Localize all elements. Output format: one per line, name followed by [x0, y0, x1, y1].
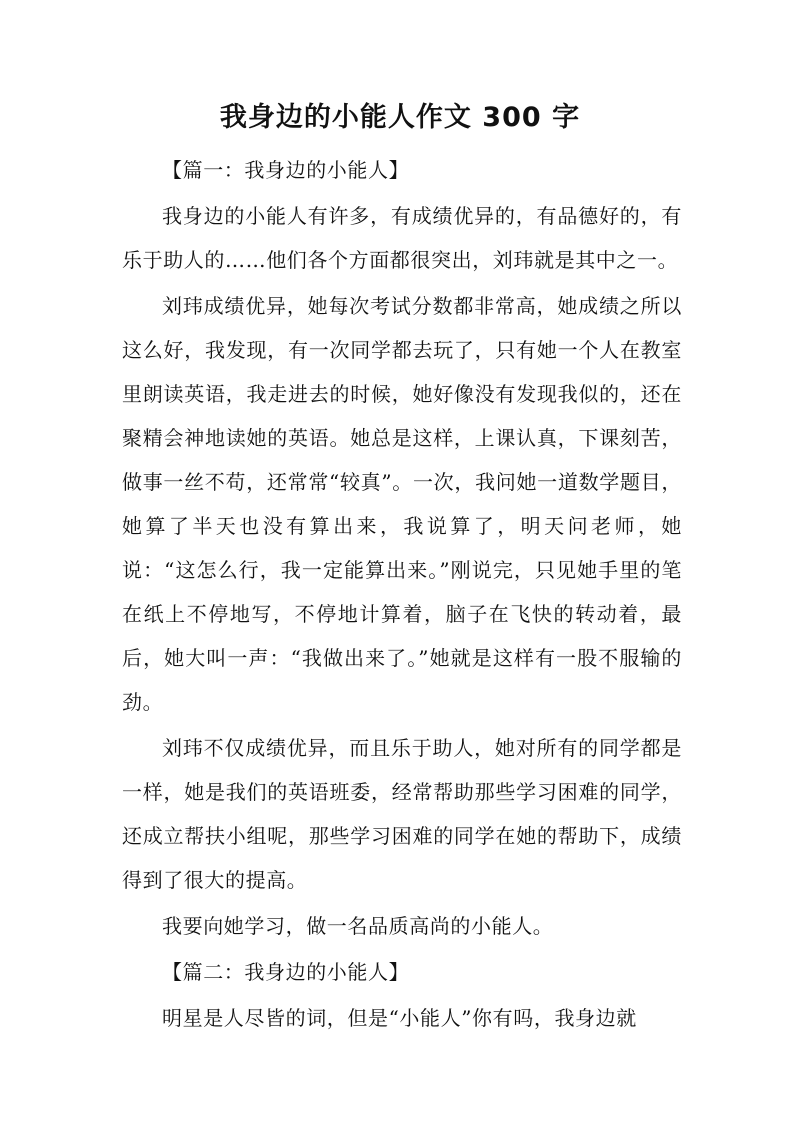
- section-heading-2: 【篇二：我身边的小能人】: [162, 960, 410, 984]
- section-heading-1: 【篇一：我身边的小能人】: [162, 158, 410, 182]
- paragraph-4: 我要向她学习，做一名品质高尚的小能人。: [162, 914, 554, 938]
- document-body: [122, 148, 682, 1042]
- paragraph-5: 明星是人尽皆的词，但是“小能人”你有吗，我身边就: [162, 1006, 637, 1030]
- document-title: 我身边的小能人作文 300 字: [219, 102, 581, 133]
- paragraph-1: 我身边的小能人有许多，有成绩优异的，有品德好的，有乐于助人的……他们各个方面都很突出，刘玮就是其中之一。: [122, 204, 682, 272]
- paragraph-3: 刘玮不仅成绩优异，而且乐于助人，她对所有的同学都是一样，她是我们的英语班委，经常帮助那些学习困难的同学，还成立帮扶小组呢，那些学习困难的同学在她的帮助下，成绩得到了很大的提高。: [122, 736, 682, 892]
- paragraph-2: 刘玮成绩优异，她每次考试分数都非常高，她成绩之所以这么好，我发现，有一次同学都去玩了，只有她一个人在教室里朗读英语，我走进去的时候，她好像没有发现我似的，还在聚精会神地读她的英语。她总是这样，上课认真，下课刻苦，做事一丝不苟，还常常“较真”。一次，我问她一道数学题目，她算了半天也没有算出来，我说算了，明天问老师，她说：“这怎么行，我一定能算出来。”刚说完，只见她手里的笔在纸上不停地写，不停地计算着，脑子在飞快的转动着，最后，她大叫一声：“我做出来了。”她就是这样有一股不服输的劲。: [122, 294, 682, 714]
